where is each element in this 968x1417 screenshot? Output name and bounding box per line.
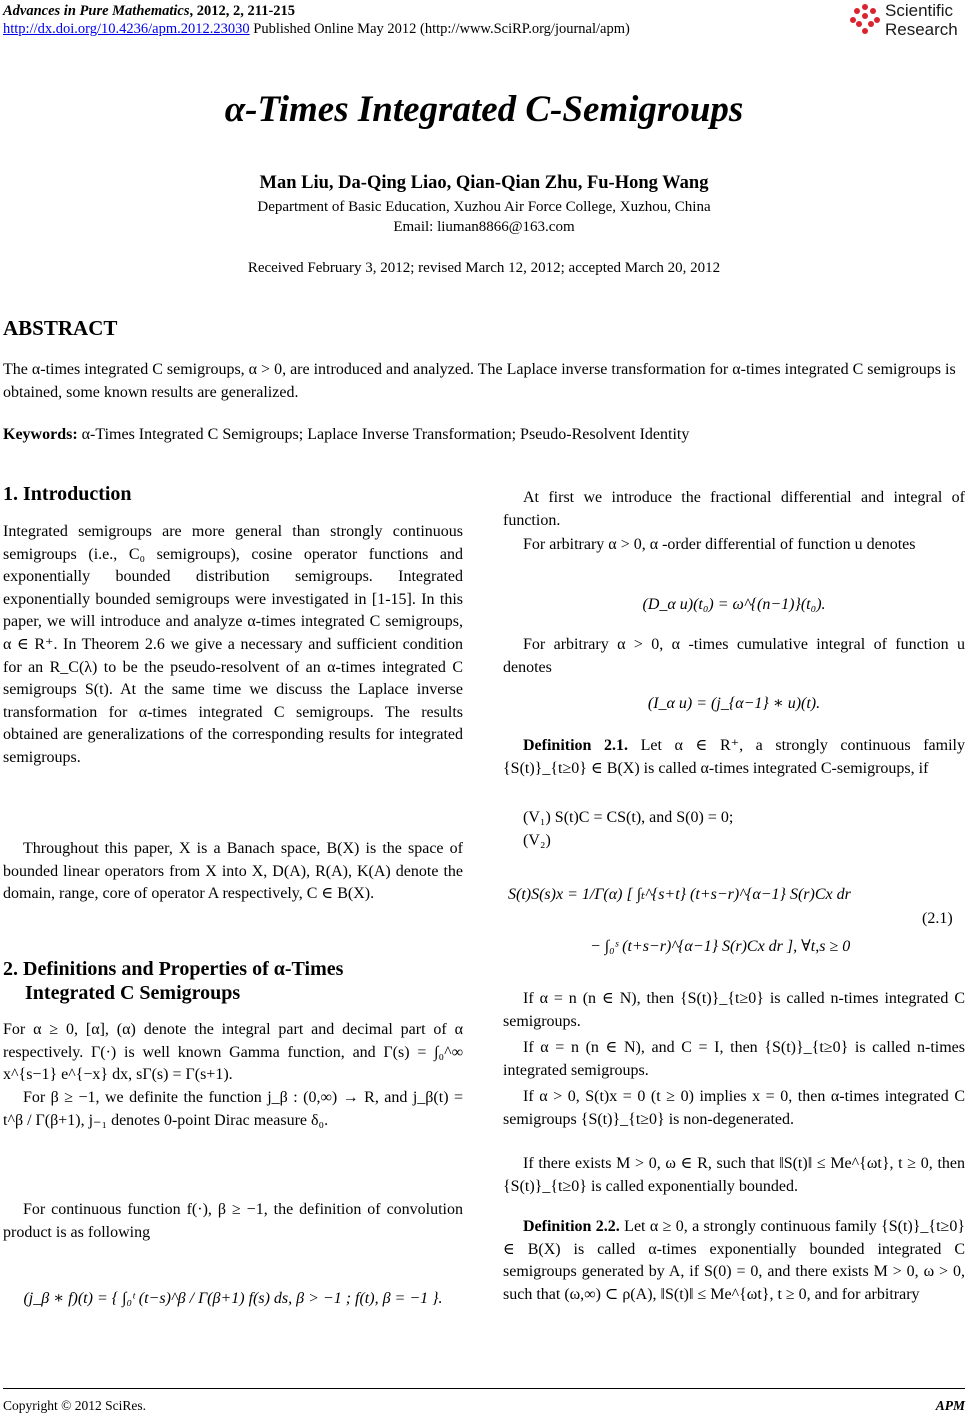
differential-equation: (D_α u)(t₀) = ω^{(n−1)}(t₀). <box>642 596 826 613</box>
right-paragraph-6: If α > 0, S(t)x = 0 (t ≥ 0) implies x = 0, then α-times integrated C semigroups {S(t)}_{t≥0} is non-degenerated. <box>503 1088 965 1128</box>
right-paragraph-7: If there exists M > 0, ω ∈ R, such that ‖S(t)‖ ≤ Me^{ωt}, t ≥ 0, then {S(t)}_{t≥0} is called exponentially bounded. <box>503 1155 965 1195</box>
integral-equation: (I_α u) = (j_{α−1} ∗ u)(t). <box>647 695 821 712</box>
footer-copyright: Copyright © 2012 SciRes. <box>3 1398 147 1413</box>
section-1-heading: 1. Introduction <box>3 483 132 505</box>
paper-title <box>0 88 968 131</box>
section-2-paragraph-2: For β ≥ −1, we definite the function j_β : (0,∞) → R, and j_β(t) = t^β / Γ(β+1), j₋₁ denotes 0-point Dirac measure δ₀. <box>3 1089 463 1129</box>
logo-line-2: Research <box>885 20 958 39</box>
right-paragraph-1: At first we introduce the fractional differential and integral of function. <box>503 489 965 529</box>
section-2-paragraph-1: For α ≥ 0, [α], (α) denote the integral part and decimal part of α respectively. Γ(·) is well known Gamma function, and Γ(s) = ∫₀^∞ x^{s−1} e^{−x} dx, sΓ(s) = Γ(s+1). <box>3 1021 463 1084</box>
equation-2-1-line-2: − ∫₀ˢ (t+s−r)^{α−1} S(r)Cx dr ], ∀t,s ≥ 0 <box>590 938 851 955</box>
received-dates: Received February 3, 2012; revised March 12, 2012; accepted March 20, 2012 <box>247 260 721 276</box>
scirp-logo-icon <box>848 3 882 37</box>
journal-name: Advances in Pure Mathematics <box>3 3 190 19</box>
definition-2-2 <box>503 1216 965 1306</box>
definition-2-1 <box>503 735 965 780</box>
section-2-heading-line-1: 2. Definitions and Properties of α-Times <box>3 958 344 980</box>
affiliation: Department of Basic Education, Xuzhou Air Force College, Xuzhou, China <box>257 199 711 215</box>
right-paragraph-3: For arbitrary α > 0, α -times cumulative integral of function u denotes <box>503 636 965 676</box>
published-info: Published Online May 2012 (http://www.SciRP.org/journal/apm) <box>249 21 630 37</box>
email: Email: liuman8866@163.com <box>393 219 575 235</box>
abstract-heading: ABSTRACT <box>3 316 118 340</box>
equation-2-1-line-1: S(t)S(s)x = 1/Γ(α) [ ∫ₜ^{s+t} (t+s−r)^{α−1} S(r)Cx dr <box>508 886 851 903</box>
definition-2-1-text: Let α ∈ R⁺, a strongly continuous family {S(t)}_{t≥0} ∈ B(X) is called α-times integrated C-semigroups, if <box>503 737 965 777</box>
equation-number-2-1: (2.1) <box>922 910 953 927</box>
keywords-label: Keywords: <box>3 426 78 443</box>
section-1-paragraph-2: Throughout this paper, X is a Banach space, B(X) is the space of bounded linear operators from X into X, D(A), R(A), K(A) denote the domain, range, core of operator A respectively, C ∈ B(X). <box>3 840 463 903</box>
journal-header <box>3 3 295 20</box>
condition-v2: (V₂) <box>523 832 551 849</box>
section-2-paragraph-3: For continuous function f(·), β ≥ −1, the definition of convolution product is as following <box>3 1201 463 1241</box>
scirp-logo <box>848 1 966 43</box>
section-1-paragraph-1: Integrated semigroups are more general than strongly continuous semigroups (i.e., C₀ semigroups), cosine operator functions and exponentially bounded distribution semigroups. Integrated exponentially bounded semigroups were investigated in [1-15]. In this paper, we will introduce and analyze α-times integrated C semigroups, α ∈ R⁺. In Theorem 2.6 we give a necessary and sufficient condition for an R_C(λ) to be the pseudo-resolvent of an α-times integrated C semigroups S(t). At the same time we discuss the Laplace inverse transformation for α-times integrated C semigroups. The results obtained are generalizations of the corresponding results for integrated semigroups. <box>3 523 463 766</box>
right-paragraph-4: If α = n (n ∈ N), then {S(t)}_{t≥0} is called n-times integrated C semigroups. <box>503 990 965 1030</box>
footer-divider <box>3 1388 965 1389</box>
right-paragraph-2: For arbitrary α > 0, α -order differential of function u denotes <box>523 536 916 553</box>
doi-line <box>3 21 630 38</box>
right-paragraph-5: If α = n (n ∈ N), and C = I, then {S(t)}_{t≥0} is called n-times integrated semigroups. <box>503 1039 965 1079</box>
definition-2-2-text: Let α ≥ 0, a strongly continuous family {S(t)}_{t≥0} ∈ B(X) is called α-times exponentially bounded integrated C semigroups generated by A, if S(0) = 0, and there exists M > 0, ω > 0, such that (ω,∞) ⊂ ρ(A), ‖S(t)‖ ≤ Me^{ωt}, t ≥ 0, and for arbitrary <box>503 1218 965 1303</box>
doi-link[interactable]: http://dx.doi.org/10.4236/apm.2012.23030 <box>3 21 250 37</box>
convolution-equation: (j_β ∗ f)(t) = { ∫₀ᵗ (t−s)^β / Γ(β+1) f(s) ds, β > −1 ; f(t), β = −1 }. <box>23 1290 443 1307</box>
section-2-heading-line-2: Integrated C Semigroups <box>25 982 241 1004</box>
keywords-text: α-Times Integrated C Semigroups; Laplace Inverse Transformation; Pseudo-Resolvent Identity <box>77 426 690 443</box>
definition-2-2-label: Definition 2.2. <box>523 1218 620 1235</box>
footer-journal-abbr: APM <box>935 1398 965 1413</box>
abstract-text: The α-times integrated C semigroups, α > 0, are introduced and analyzed. The Laplace inverse transformation for α-times integrated C semigroups is obtained, some known results are generalized. <box>3 361 956 401</box>
condition-v1: (V₁) S(t)C = CS(t), and S(0) = 0; <box>523 809 734 826</box>
definition-2-1-label: Definition 2.1. <box>523 737 629 754</box>
authors: Man Liu, Da-Qing Liao, Qian-Qian Zhu, Fu-Hong Wang <box>259 173 709 193</box>
logo-line-1: Scientific <box>885 1 954 20</box>
volume-info: , 2012, 2, 211-215 <box>189 3 296 19</box>
paper-title-text: α-Times Integrated C-Semigroups <box>224 89 744 130</box>
keywords <box>3 426 965 444</box>
